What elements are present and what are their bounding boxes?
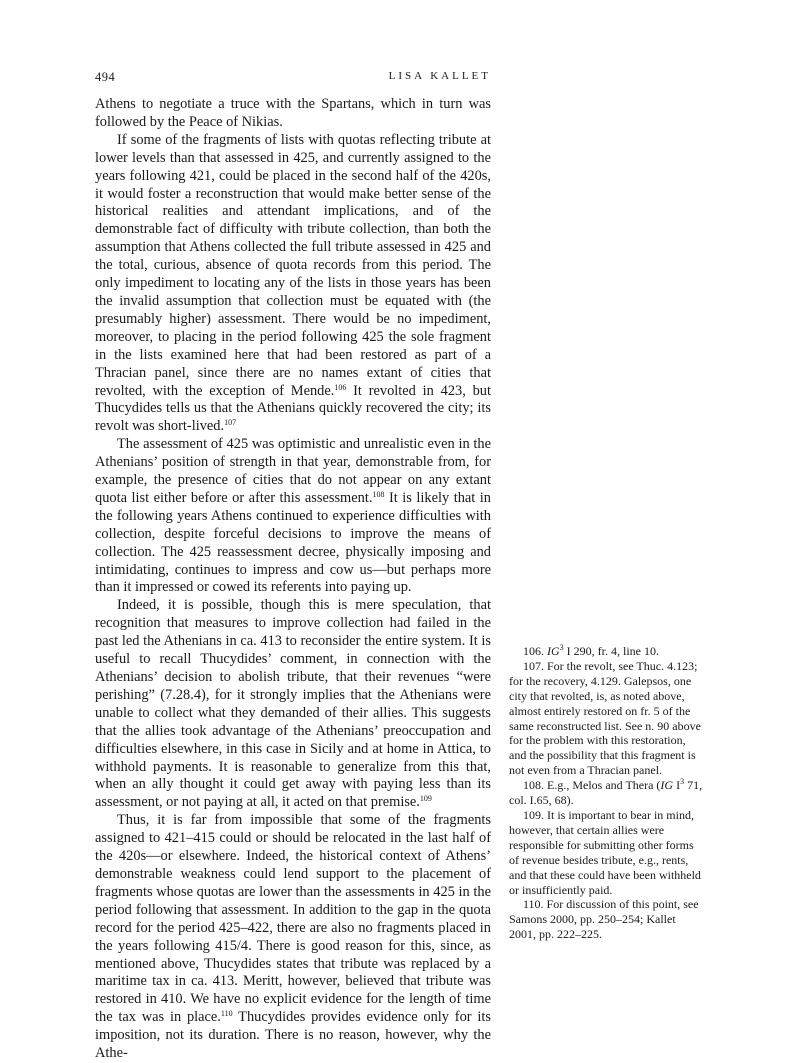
paragraph-1: Athens to negotiate a truce with the Spartans, which in turn was followed by the Peace of Nikias. [95,96,491,130]
paragraph-2: If some of the fragments of lists with quotas reflecting tribute at lower levels than that assessed in 425, and currently assigned to the years following 421, could be placed in the second half of the 420s, it would foster a reconstruction that would make better sense of the historical realities and attendant implications, and of the demonstrable fact of difficulty with tribute collection, than both the assumption that Athens collected the full tribute assessed in 425 and the total, curious, absence of quota records from this period. The only impediment to locating any of the lists in those years has been the invalid assumption that collection must be equated with (the presumably higher) assessment. There would be no impediment, moreover, to placing in the period following 425 the sole fragment in the lists examined here that had been restored as part of a Thracian panel, since there are no names extant of cities that revolted, with the exception of Mende.$^{106}$ It revolted in 423, but Thucydides tells us that the Athenians quickly recovered the city; its revolt was short-lived.$^{107}$ [95,131,491,435]
footnotes [509,644,704,942]
footnote-110: 110. For discussion of this point, see Samons 2000, pp. 250–254; Kallet 2001, pp. 222–225. [509,897,699,942]
footnote-ref-108[interactable]: 108 [372,489,385,499]
running-head: LISA KALLET [388,70,491,82]
footnote-107: 107. For the revolt, see Thuc. 4.123; for the recovery, 4.129. Galepsos, one city that revolted, is, as noted above, almost entirely restored on fr. 5 of the same reconstructed list. See n. 90 above for the problem with this restoration, and the possibility that this fragment is not even from a Thracian panel. [509,658,701,778]
page-number: 494 [95,70,116,84]
paragraph-3: The assessment of 425 was optimistic and unrealistic even in the Athenians’ position of strength in that year, demonstrable from, for example, the presence of cities that do not appear on any extant quota list either before or after this assessment.$^{108}$ It is likely that in the following years Athens continued to experience difficulties with collection, despite forceful decisions to improve the means of collection. The 425 reassessment decree, physically imposing and intimidating, continues to impress and cow us—but perhaps more than it impressed or cowed its referents into paying up. [95,436,491,596]
footnote-ref-110[interactable]: 110 [220,1009,233,1019]
page-header [95,70,491,88]
footnote-ref-109[interactable]: 109 [419,794,432,804]
main-text [95,96,491,1063]
footnote-108: 108. E.g., Melos and Thera (IG $I^3$ 71, col. I.65, 68). [509,777,703,808]
footnote-106: 106. $IG^3$ I 290, fr. 4, line 10. [523,643,659,658]
footnote-ref-106[interactable]: 106 [334,382,347,392]
footnote-109: 109. It is important to bear in mind, however, that certain allies were responsible for submitting other forms of revenue besides tribute, e.g., rents, and that these could have been withheld or insufficiently paid. [509,807,701,897]
paragraph-4: Indeed, it is possible, though this is mere speculation, that recognition that measures to improve collection had failed in the past led the Athenians in ca. 413 to reconsider the entire system. It is useful to recall Thucydides’ comment, in connection with the Athenians’ decision to abolish tribute, that their revenues “were perishing” (7.28.4), for it strongly implies that the Athenians were unable to collect what they demanded of their allies. This suggests that the allies took advantage of the Athenians’ preoccupation and difficulties elsewhere, in this case in Sicily and at home in Attica, to withhold payments. It is reasonable to generalize from this that, when an ally thought it could get away with paying less than its assessment, or not paying at all, it acted on that premise.$^{109}$ [95,597,491,811]
paragraph-5: Thus, it is far from impossible that some of the fragments assigned to 421–415 could or should be relocated in the last half of the 420s—or elsewhere. Indeed, the historical context of Athens’ demonstrable weakness could lend support to the placement of fragments whose quotas are lower than the assessments in 425 in the period following that assessment. In addition to the gap in the quota record for the period 425–422, there are also no fragments placed in the years following 415/4. There is good reason for this, since, as mentioned above, Thucydides states that tribute was replaced by a maritime tax in ca. 413. Meritt, however, believed that tribute was restored in 410. We have no explicit evidence for the length of time the tax was in place.$^{110}$ Thucydides provides evidence only for its imposition, not its duration. There is no reason, however, why the Athe- [95,812,491,1062]
footnote-ref-107[interactable]: 107 [224,418,237,428]
